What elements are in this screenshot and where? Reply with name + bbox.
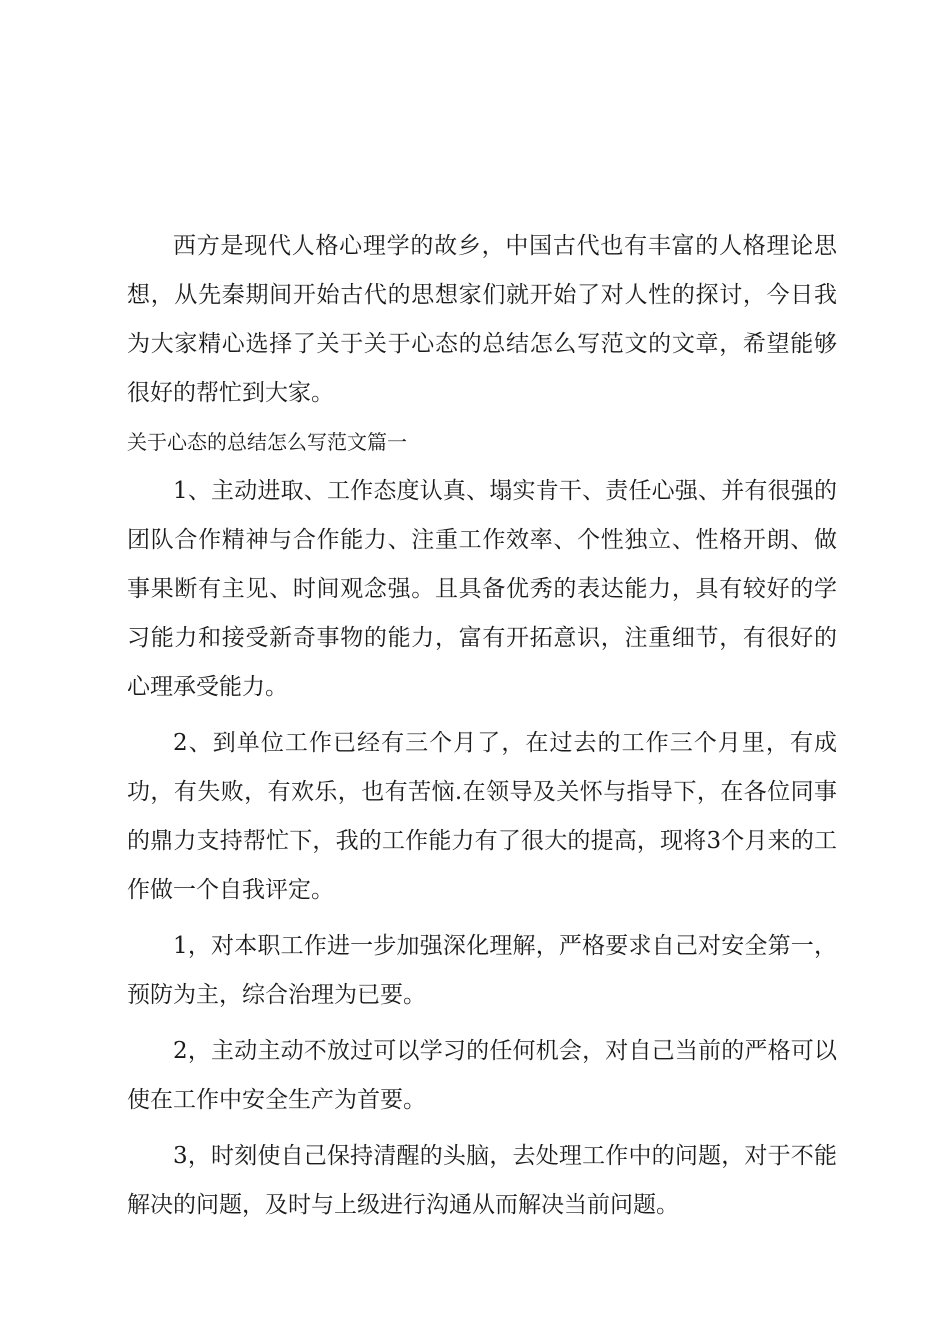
- body-paragraph-4: 2，主动主动不放过可以学习的任何机会，对自己当前的严格可以使在工作中安全生产为首要。: [127, 1038, 837, 1113]
- section-title: 关于心态的总结怎么写范文篇一: [127, 430, 407, 454]
- body-paragraph-5: 3，时刻使自己保持清醒的头脑，去处理工作中的问题，对于不能解决的问题，及时与上级进行沟通从而解决当前问题。: [127, 1143, 837, 1218]
- body-paragraph-1: 1、主动进取、工作态度认真、塌实肯干、责任心强、并有很强的团队合作精神与合作能力、注重工作效率、个性独立、性格开朗、做事果断有主见、时间观念强。且具备优秀的表达能力，具有较好的学习能力和接受新奇事物的能力，富有开拓意识，注重细节，有很好的心理承受能力。: [127, 478, 837, 700]
- body-paragraph-2: 2、到单位工作已经有三个月了，在过去的工作三个月里，有成功，有失败，有欢乐，也有苦恼.在领导及关怀与指导下，在各位同事的鼎力支持帮忙下，我的工作能力有了很大的提高，现将3个月来的工作做一个自我评定。: [127, 730, 837, 903]
- body-paragraph-3: 1，对本职工作进一步加强深化理解，严格要求自己对安全第一，预防为主，综合治理为已要。: [127, 933, 837, 1008]
- intro-paragraph: 西方是现代人格心理学的故乡，中国古代也有丰富的人格理论思想，从先秦期间开始古代的思想家们就开始了对人性的探讨，今日我为大家精心选择了关于关于心态的总结怎么写范文的文章，希望能够很好的帮忙到大家。: [127, 233, 837, 406]
- document-body: [127, 222, 837, 1237]
